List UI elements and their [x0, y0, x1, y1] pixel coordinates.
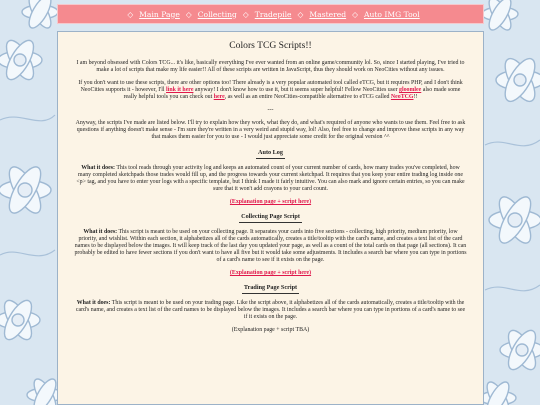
divider: --- — [267, 107, 274, 113]
section-desc-trading-script: What it does: This script is meant to be used on your trading page. Like the script above, it alphabetizes all of the cards automatically, creates a title/tooltip with the card's name, and creates a text list of the card names to be displayed below the images. It includes a search bar where you can type in portions of a card's name to see if it exists on the page. — [75, 300, 466, 320]
auto-log-script-link[interactable]: Explanation page + script here — [231, 199, 310, 205]
section-expl-collecting-script: (Explanation page + script here) — [229, 270, 312, 276]
section-title-trading-script: Trading Page Script — [242, 284, 299, 294]
nav-diamond-icon: ◇ — [242, 9, 249, 19]
section-expl-auto-log: (Explanation page + script here) — [229, 199, 312, 205]
gloomlee-tools-link[interactable]: here — [213, 94, 225, 100]
collecting-script-link[interactable]: Explanation page + script here — [231, 270, 310, 276]
section-title-auto-log: Auto Log — [256, 149, 285, 159]
nav-link-main-page[interactable]: Main Page — [139, 9, 180, 19]
page-title: Colors TCG Scripts!! — [229, 40, 312, 51]
nav-link-auto-img-tool[interactable]: Auto IMG Tool — [363, 9, 420, 19]
nav-link-tradepile[interactable]: Tradepile — [254, 9, 292, 19]
section-desc-auto-log: What it does: This tool reads through your activity log and keeps an automated count of your current number of cards, how many trades you've completed, how many completed sketchpads those trades would fill up, and the progress towards your current sketchpad. It requires that you keep your entire trading log inside one <p> tag, and you have to enter your logs with a specific template, but I think I made it fairly intuitive. You can also mark and ignore certain entries, so you can make sure that it won't add crayons to your card count. — [76, 165, 465, 192]
gloomlee-link[interactable]: gloomlee — [399, 87, 422, 93]
intro-paragraph-1: I am beyond obsessed with Colors TCG... it's like, basically everything I've ever wanted from an online game/community lol. So, since I started playing, I've tried to make a lot of scripts that make my life easier!! All of these scripts are written in JavaScript, thus they should work on NeoCities without any issues. — [76, 60, 465, 73]
nav-link-mastered[interactable]: Mastered — [309, 9, 347, 19]
neotcg-link[interactable]: NeoTCG — [390, 94, 414, 100]
section-desc-collecting-script: What it does: This script is meant to be used on your collecting page. It separates your cards into five sections - collecting, high priority, medium priority, low priority, and wishlist. Within each section, it alphabetizes all of the cards automatically, creates a title/tooltip with the card's name, and creates a text list of the card names to be displayed below the images. It will keep track of the last day you updated your page, as well as a count of the total cards on that page (all sections). It can probably be edited to have fewer sections if you don't want to have all five but it would take some adjustments. It includes a search bar where you can type in portions of a card's name to see if it exists on the page. — [74, 229, 467, 263]
section-expl-trading-script: (Explanation page + script TBA) — [231, 327, 310, 333]
content-panel — [57, 31, 484, 405]
nav-diamond-icon: ◇ — [352, 9, 358, 19]
nav-bar — [57, 4, 484, 24]
nav-diamond-icon: ◇ — [297, 9, 304, 19]
nav-diamond-icon: ◇ — [127, 9, 134, 19]
etcg-link[interactable]: link it here — [166, 87, 194, 93]
nav-link-collecting[interactable]: Collecting — [197, 9, 237, 19]
nav-diamond-icon: ◇ — [185, 9, 192, 19]
section-title-collecting-script: Collecting Page Script — [239, 213, 302, 223]
intro-paragraph-3: Anyway, the scripts I've made are listed below. I'll try to explain how they work, what they do, and what's required of anyone who wants to use them. Feel free to ask questions if anything doesn't make sense - I'm sure they're written in a very weird and stupid way, lol! Also, feel free to change and improve these scripts in any way that makes them easier for you to use - I would just appreciate some credit for the original version ^^ — [75, 120, 466, 140]
intro-paragraph-2: If you don't want to use these scripts, there are other options too! There already is a very popular automated tool called eTCG, but it requires PHP, and I don't think NeoCities supports it - however, I'll link it here anyway! I don't know how to use it, but it seems super helpful! Fellow NeoCities user gloomlee also made some really helpful tools you can check out here, as well as an entire NeoCities-compatible alternative to eTCG called NeoTCG!! — [78, 80, 463, 100]
